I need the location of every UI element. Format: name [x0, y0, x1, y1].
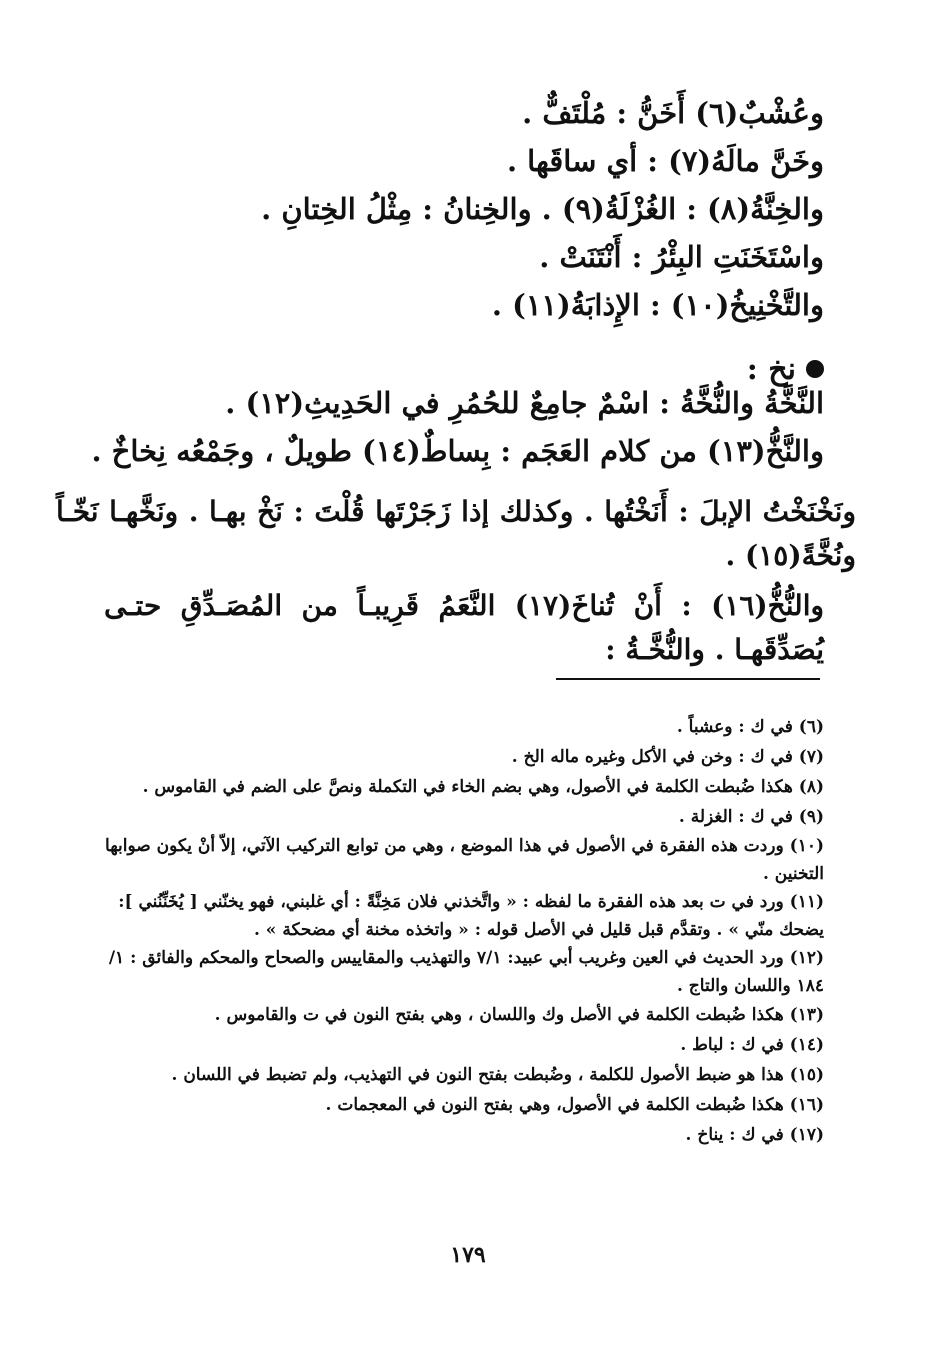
entry-line: وخَنَّ مالَهُ(٧) : أي ساقَها . [506, 144, 824, 178]
footnote: (٦) في ك : وعشباً . [676, 717, 824, 737]
main-text [56, 96, 856, 672]
entry-line: النَّخَّةُ والنُّخَّةُ : اسْمٌ جامِعٌ للحُمُرِ في الحَدِيثِ(١٢) . [225, 386, 824, 420]
entry-heading [104, 350, 824, 388]
entry-heading-text: نخ : [746, 351, 796, 387]
footnote-divider [556, 678, 820, 680]
entry-line: واسْتَخَنَتِ البِئْرُ : أَنْتَنَتْ . [539, 240, 824, 274]
footnote: (١٤) في ك : لباط . [680, 1035, 824, 1055]
entry-line: والتَّخْنِيخُ(١٠) : الإِذابَةُ(١١) . [491, 288, 824, 322]
footnote: (٩) في ك : الغزلة . [678, 807, 824, 827]
entry-paragraph: ونَخْنَخْتُ الإبلَ : أَنَخْتُها . وكذلك إذا زَجَرْتَها قُلْتَ : نَخْ بهـا . ونَخَّهـا نَخّـاً ونُخَّةً(١٥) . [56, 495, 856, 572]
footnote: (٧) في ك : وخن في الأكل وغيره ماله الخ . [511, 747, 824, 767]
page-number: ١٧٩ [450, 1242, 486, 1268]
footnote: (١٥) هذا هو ضبط الأصول للكلمة ، وضُبطت بفتح النون في التهذيب، ولم تضبط في اللسان . [171, 1065, 824, 1085]
entry-line: والنَّخُّ(١٣) من كلام العَجَم : بِساطٌ(١٤) طويلٌ ، وجَمْعُه نِخاخٌ . [91, 434, 824, 468]
footnote: (١٠) وردت هذه الفقرة في الأصول في هذا الموضع ، وهي من توابع التركيب الآتي، إلاّ أنْ يكون صوابها التخنين . [105, 836, 824, 884]
footnote: (١١) ورد في ت بعد هذه الفقرة ما لفظه : « واتَّخذني فلان مَخِنَّةً : أي غلبني، فهو يخنّني [ يُخَنِّنُني ]: يضحك منّي » . وتقدَّم قبل قليل في الأصل قوله : « واتخذه مخنة أي مضحكة » . [118, 892, 824, 940]
entry-line: والخِنَّةُ(٨) : الغُزْلَةُ(٩) . والخِنانُ : مِثْلُ الخِتانِ . [261, 192, 824, 226]
footnote: (١٦) هكذا ضُبطت الكلمة في الأصول، وهي بفتح النون في المعجمات . [325, 1095, 824, 1115]
footnote: (١٢) ورد الحديث في العين وغريب أبي عبيد: ٧/١ والتهذيب والمقاييس والصحاح والمحكم والفائق : ١/ ١٨٤ واللسان والتاج . [108, 948, 824, 996]
entry-line: وعُشْبٌ(٦) أَخَنُّ : مُلْتَفٌّ . [522, 96, 824, 130]
bullet-icon [806, 360, 824, 378]
footnote: (٨) هكذا ضُبطت الكلمة في الأصول، وهي بضم الخاء في التكملة ونصَّ على الضم في القاموس . [142, 777, 824, 797]
footnote: (١٧) في ك : يناخ . [685, 1125, 824, 1145]
entry-paragraph: والنُّخُّ(١٦) : أَنْ تُناخَ(١٧) النَّعَمُ قَرِيبـاً من المُصَـدِّقِ حتـى يُصَدِّقَهـا . والنُّخَّـةُ : [104, 589, 824, 666]
footnotes [104, 712, 824, 1150]
footnote: (١٣) هكذا ضُبطت الكلمة في الأصل وك واللسان ، وهي بفتح النون في ت والقاموس . [214, 1005, 824, 1025]
